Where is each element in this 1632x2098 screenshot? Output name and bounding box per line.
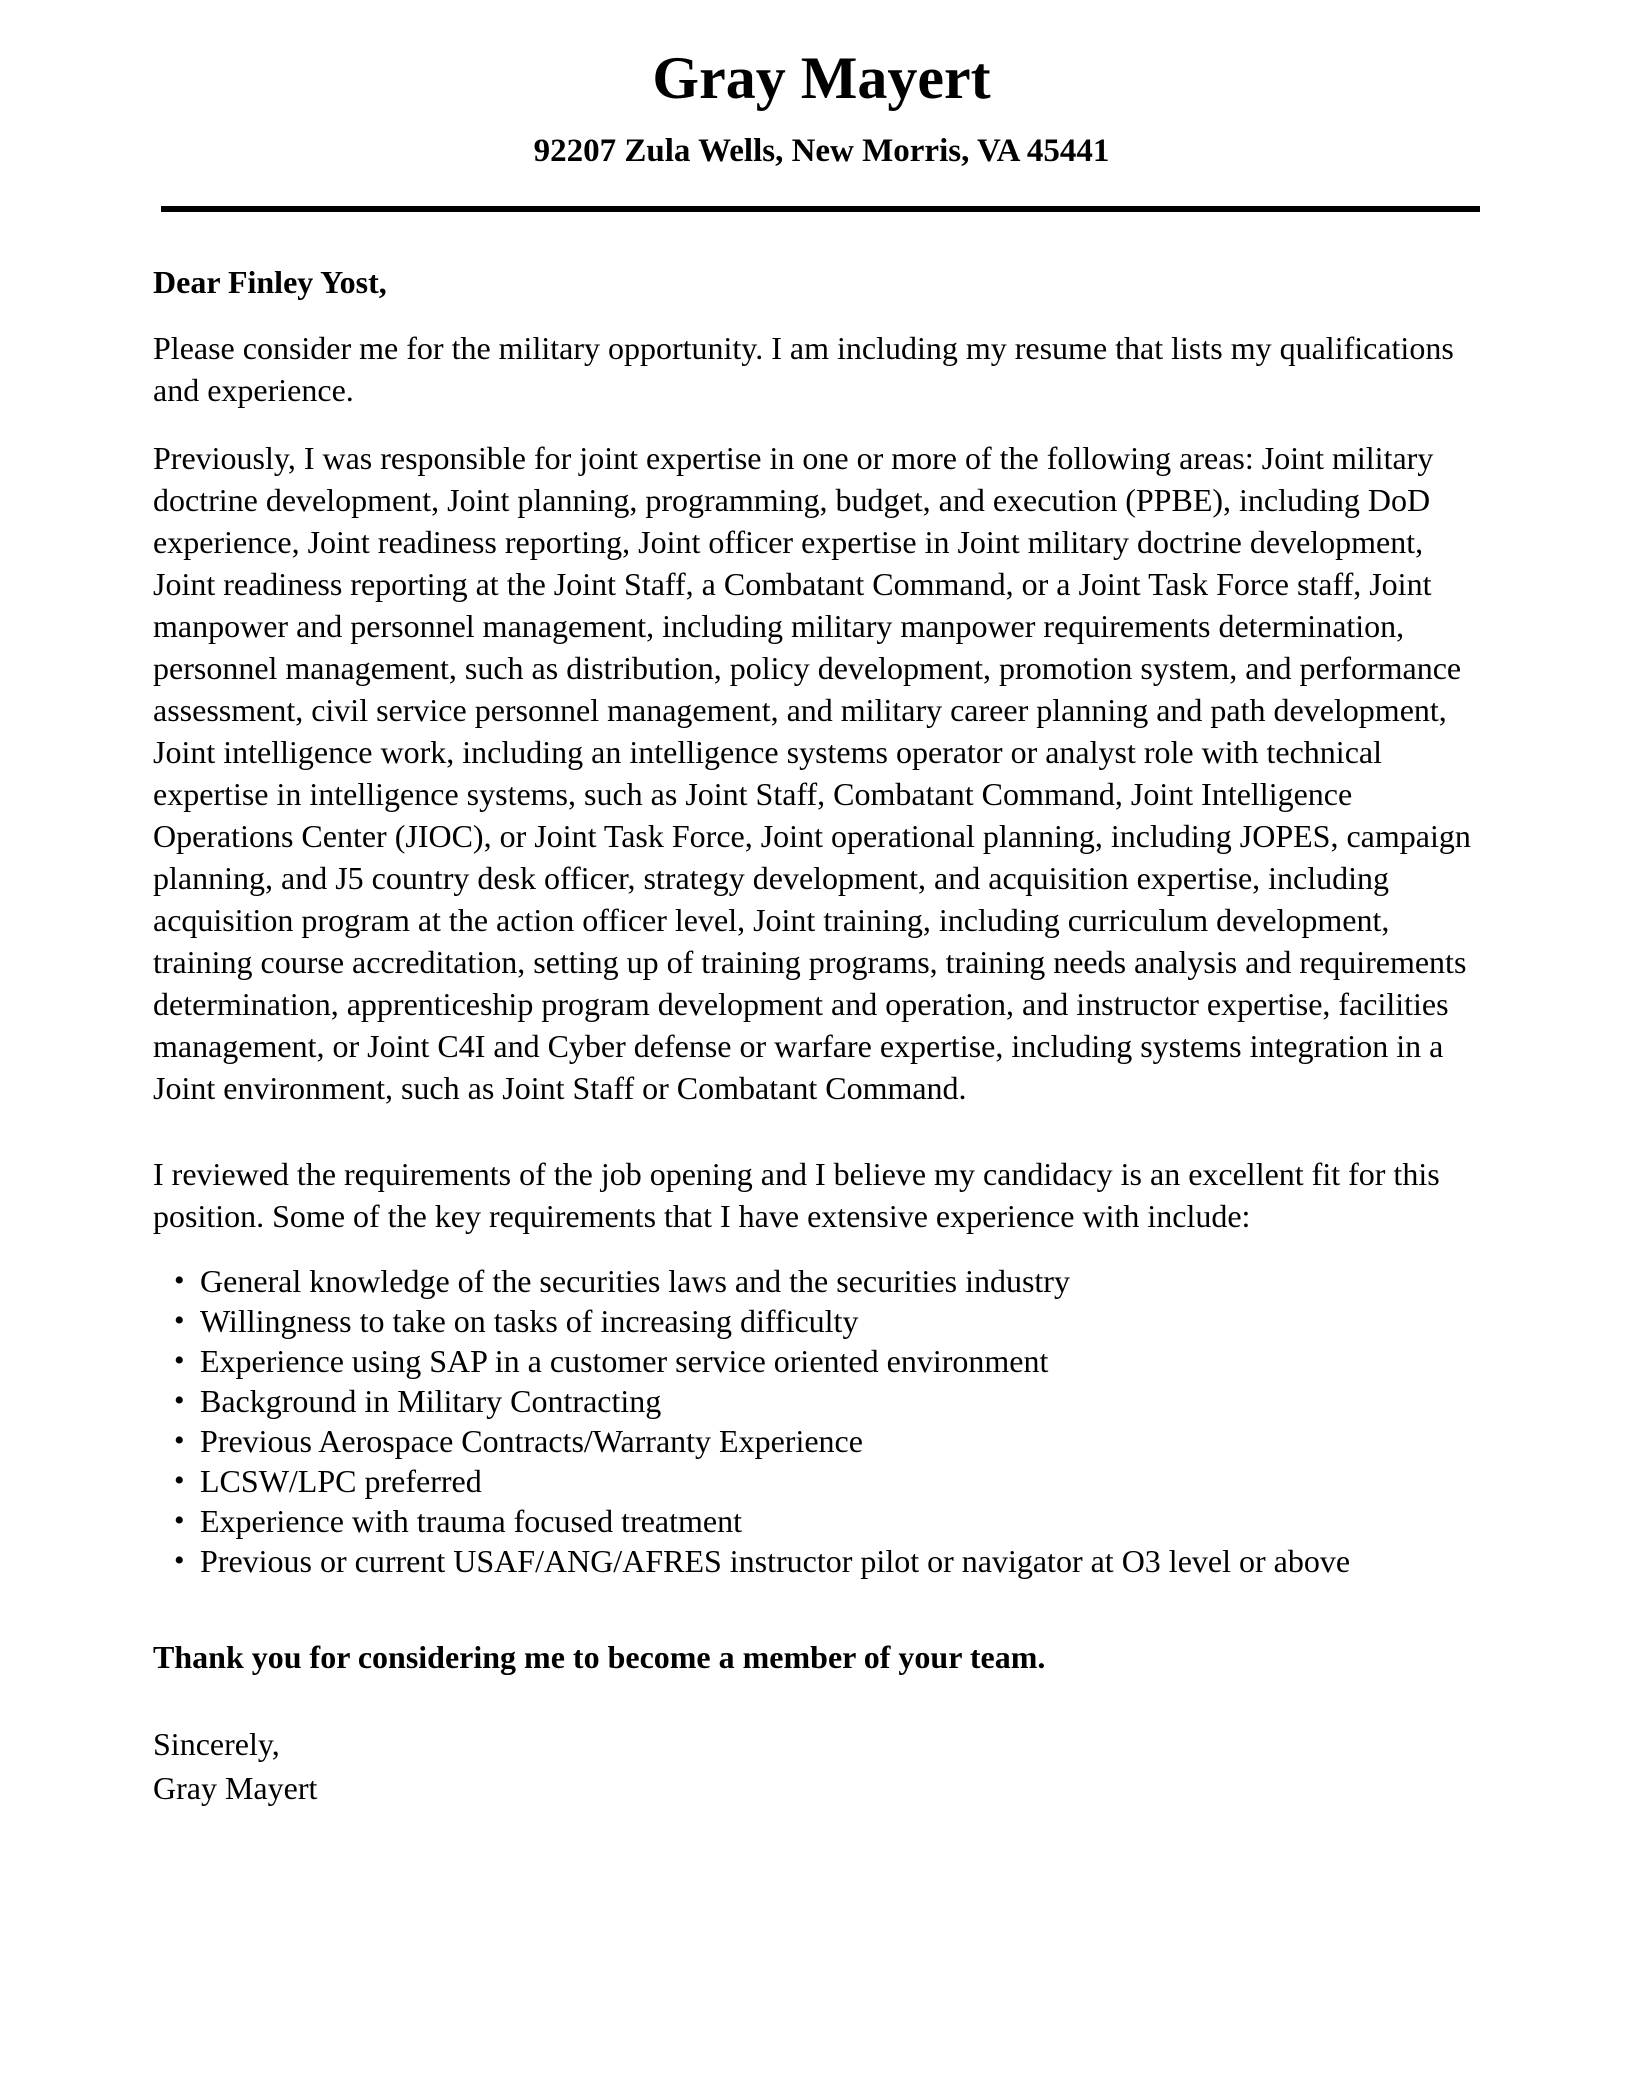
paragraph-experience: Previously, I was responsible for joint expertise in one or more of the following areas: Joint military doctrine development, Joint planning, programming, budget, and execution (PPBE), including DoD experience, Joint readiness reporting, Joint officer expertise in Joint military doctrine development, Joint readiness reporting at the Joint Staff, a Combatant Command, or a Joint Task Force staff, Joint manpower and personnel management, including military manpower requirements determination, personnel management, such as distribution, policy development, promotion system, and performance assessment, civil service personnel management, and military career planning and path development, Joint intelligence work, including an intelligence systems operator or analyst role with technical expertise in intelligence systems, such as Joint Staff, Combatant Command, Joint Intelligence Operations Center (JIOC), or Joint Task Force, Joint operational planning, including JOPES, campaign planning, and J5 country desk officer, strategy development, and acquisition expertise, including acquisition program at the action officer level, Joint training, including curriculum development, training course accreditation, setting up of training programs, training needs analysis and requirements determination, apprenticeship program development and operation, and instructor expertise, facilities management, or Joint C4I and Cyber defense or warfare expertise, including systems integration in a Joint environment, such as Joint Staff or Combatant Command. [153, 439, 1471, 1106]
list-item: • LCSW/LPC preferred [200, 1461, 1490, 1501]
signature-name: Gray Mayert [153, 1769, 318, 1806]
signature-block [153, 1722, 1490, 1810]
paragraph-requirements-lead: I reviewed the requirements of the job opening and I believe my candidacy is an excellent fit for this position. Some of the key requirements that I have extensive experience with include: [153, 1155, 1440, 1234]
closing-statement: Thank you for considering me to become a member of your team. [153, 1638, 1046, 1675]
header-divider [161, 206, 1480, 212]
list-item: • Previous or current USAF/ANG/AFRES instructor pilot or navigator at O3 level or above [200, 1541, 1490, 1581]
letter-header [153, 46, 1490, 170]
signoff: Sincerely, [153, 1725, 280, 1762]
sender-name: Gray Mayert [652, 45, 991, 111]
list-item: • Willingness to take on tasks of increasing difficulty [200, 1301, 1490, 1341]
list-item: • General knowledge of the securities laws and the securities industry [200, 1261, 1490, 1301]
list-item: • Experience using SAP in a customer service oriented environment [200, 1341, 1490, 1381]
list-item: • Experience with trauma focused treatment [200, 1501, 1490, 1541]
salutation: Dear Finley Yost, [153, 263, 387, 300]
list-item: • Background in Military Contracting [200, 1381, 1490, 1421]
sender-address: 92207 Zula Wells, New Morris, VA 45441 [533, 132, 1110, 169]
paragraph-intro: Please consider me for the military opportunity. I am including my resume that lists my qualifications and experience. [153, 329, 1454, 408]
list-item: • Previous Aerospace Contracts/Warranty Experience [200, 1421, 1490, 1461]
requirements-list [153, 1261, 1490, 1581]
